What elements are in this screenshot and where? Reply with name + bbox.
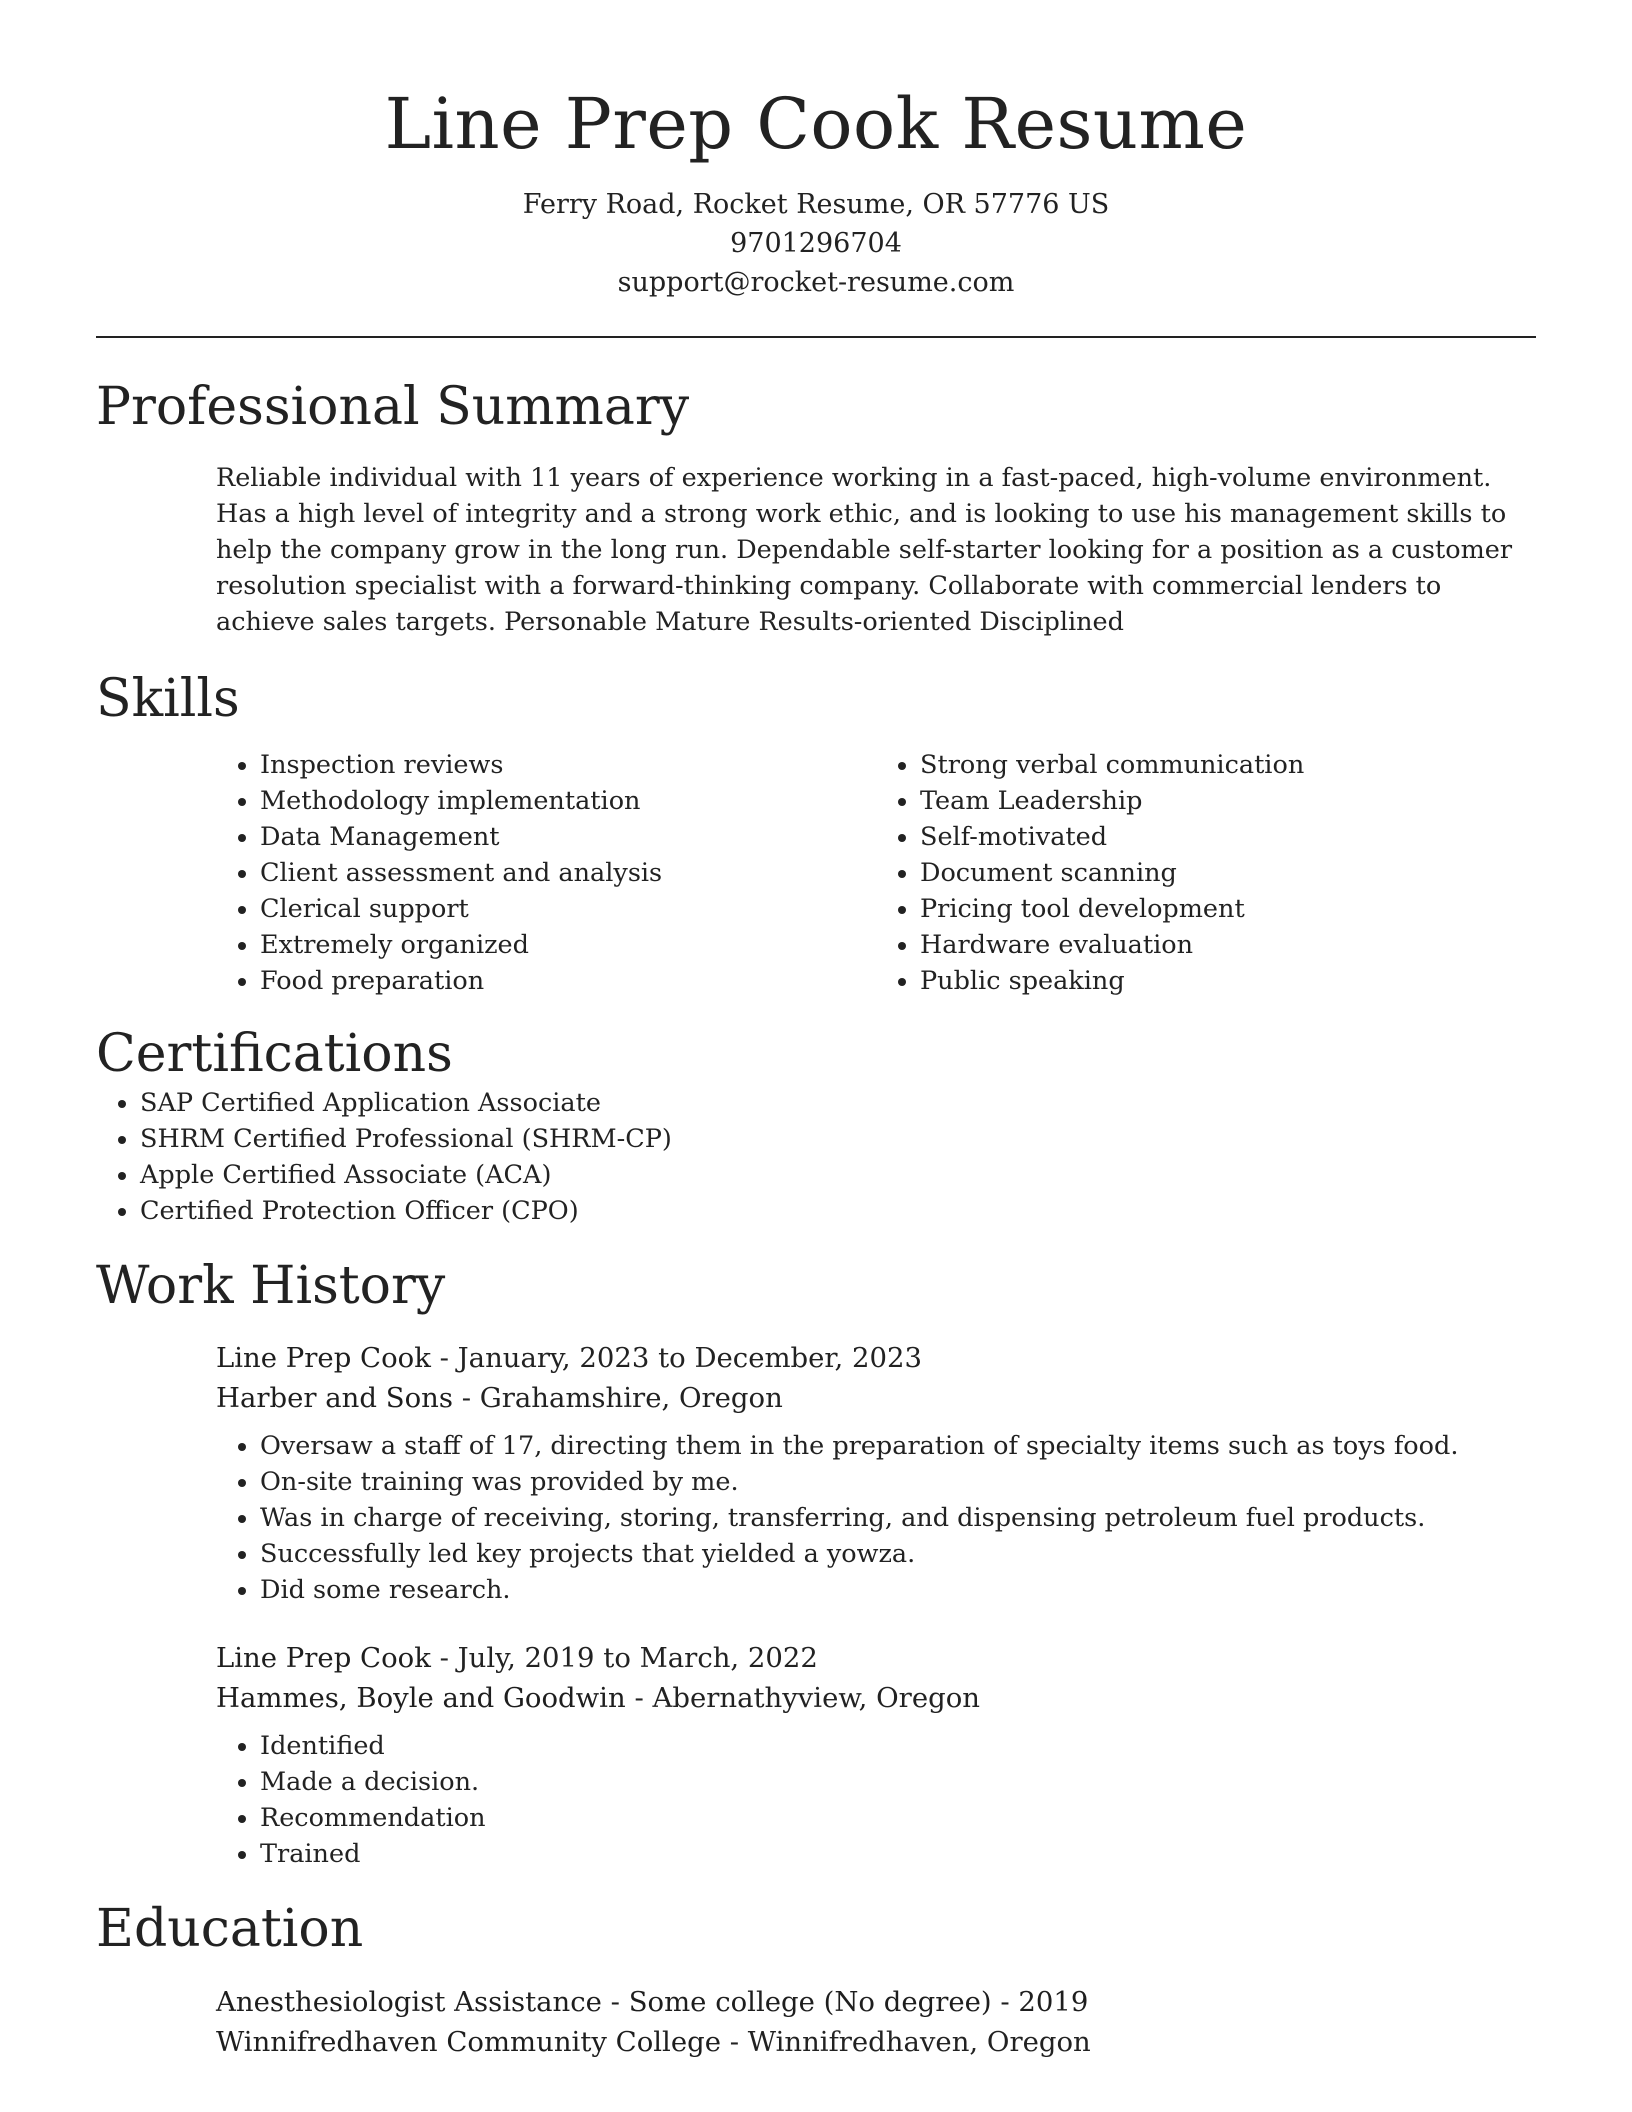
skills-list-left	[216, 747, 876, 999]
certification-item: • Apple Certified Associate (ACA)	[140, 1157, 1536, 1193]
job-entry	[216, 1338, 1536, 1608]
contact-phone: 9701296704	[730, 228, 902, 259]
work-history-section	[96, 1255, 1536, 1871]
job-location: - Abernathyview, Oregon	[625, 1681, 980, 1714]
job-duty: • Recommendation	[260, 1800, 1536, 1836]
section-title-summary: Professional Summary	[96, 377, 690, 437]
skill-item: • Inspection reviews	[260, 747, 876, 783]
certification-item: • Certified Protection Officer (CPO)	[140, 1193, 1536, 1229]
education-entry	[216, 1982, 1536, 2062]
section-title-education: Education	[96, 1898, 364, 1959]
contact-email: support@rocket-resume.com	[617, 267, 1015, 298]
skill-item: • Self-motivated	[920, 819, 1536, 855]
job-duty: • Made a decision.	[260, 1764, 1536, 1800]
skill-item: • Pricing tool development	[920, 891, 1536, 927]
job-duty: • Trained	[260, 1836, 1536, 1872]
contact-address: Ferry Road, Rocket Resume, OR 57776 US	[522, 189, 1110, 220]
job-role: Line Prep Cook	[216, 1341, 431, 1374]
section-title-skills: Skills	[96, 669, 240, 730]
job-company-line	[216, 1678, 1536, 1718]
job-title-line	[216, 1338, 1536, 1378]
job-role: Line Prep Cook	[216, 1641, 431, 1674]
skill-item: • Strong verbal communication	[920, 747, 1536, 783]
education-location: - Winnifredhaven, Oregon	[721, 2025, 1091, 2058]
skills-section	[96, 668, 1536, 998]
job-dates: - July, 2019 to March, 2022	[430, 1641, 818, 1674]
skill-item: • Data Management	[260, 819, 876, 855]
skill-item: • Public speaking	[920, 963, 1536, 999]
job-location: - Grahamshire, Oregon	[452, 1381, 783, 1414]
job-company: Hammes, Boyle and Goodwin	[216, 1681, 626, 1714]
education-school-line	[216, 2022, 1536, 2062]
education-school: Winnifredhaven Community College	[216, 2025, 722, 2058]
education-degree: Anesthesiologist Assistance - Some college (No degree) - 2019	[216, 1985, 1089, 2018]
job-title-line	[216, 1638, 1536, 1678]
education-section	[96, 1898, 1536, 2062]
job-duty: • Did some research.	[260, 1572, 1536, 1608]
skills-columns	[216, 747, 1536, 999]
skill-item: • Hardware evaluation	[920, 927, 1536, 963]
job-company-line	[216, 1378, 1536, 1418]
job-entry	[216, 1638, 1536, 1872]
job-dates: - January, 2023 to December, 2023	[430, 1341, 923, 1374]
skill-item: • Food preparation	[260, 963, 876, 999]
skills-list-right	[876, 747, 1536, 999]
resume-title: Line Prep Cook Resume	[384, 83, 1248, 165]
summary-text: Reliable individual with 11 years of experience working in a fast-paced, high-volume environment. Has a high level of integrity and a strong work ethic, and is looking to use his management skills to help the company grow in the long run. Dependable self-starter looking for a position as a customer resolution specialist with a forward-thinking company. Collaborate with commercial lenders to achieve sales targets. Personable Mature Results-oriented Disciplined	[216, 463, 1513, 638]
skill-item: • Extremely organized	[260, 927, 876, 963]
section-title-certifications: Certifications	[96, 1023, 453, 1084]
education-degree-line	[216, 1982, 1536, 2022]
skill-item: • Team Leadership	[920, 783, 1536, 819]
certification-item: • SHRM Certified Professional (SHRM-CP)	[140, 1121, 1536, 1157]
skill-item: • Document scanning	[920, 855, 1536, 891]
certifications-section	[96, 1023, 1536, 1229]
job-duties-list	[216, 1428, 1536, 1608]
section-title-work-history: Work History	[96, 1256, 446, 1317]
job-duty: • Was in charge of receiving, storing, transferring, and dispensing petroleum fuel products.	[260, 1500, 1536, 1536]
skill-item: • Client assessment and analysis	[260, 855, 876, 891]
skill-item: • Clerical support	[260, 891, 876, 927]
certification-item: • SAP Certified Application Associate	[140, 1085, 1536, 1121]
skill-item: • Methodology implementation	[260, 783, 876, 819]
resume-header	[96, 0, 1536, 302]
header-divider	[96, 336, 1536, 338]
job-duty: • On-site training was provided by me.	[260, 1464, 1536, 1500]
job-duties-list	[216, 1728, 1536, 1872]
certifications-list	[96, 1085, 1536, 1229]
job-duty: • Identified	[260, 1728, 1536, 1764]
professional-summary-section	[96, 376, 1536, 640]
job-company: Harber and Sons	[216, 1381, 453, 1414]
job-duty: • Successfully led key projects that yielded a yowza.	[260, 1536, 1536, 1572]
job-duty: • Oversaw a staff of 17, directing them in the preparation of specialty items such as toys food.	[260, 1428, 1536, 1464]
